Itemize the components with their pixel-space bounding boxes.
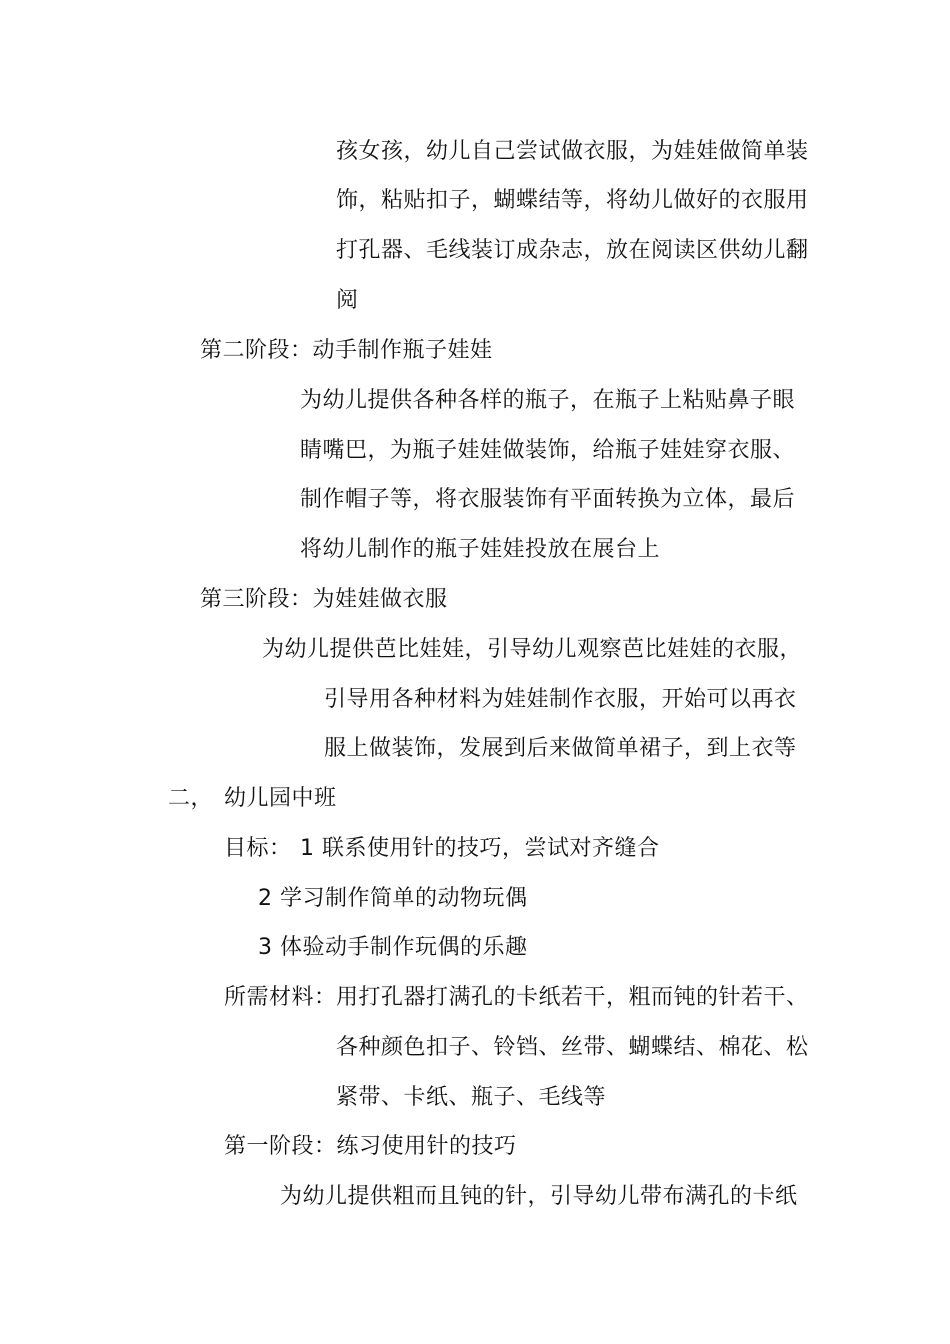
paragraph-line: 饰，粘贴扣子，蝴蝶结等，将幼儿做好的衣服用: [336, 188, 809, 213]
paragraph-line: 为幼儿提供粗而且钝的针，引导幼儿带布满孔的卡纸: [280, 1184, 798, 1209]
goal-item: 2 学习制作简单的动物玩偶: [258, 886, 528, 911]
paragraph-line: 打孔器、毛线装订成杂志，放在阅读区供幼儿翻: [336, 238, 809, 263]
paragraph-line: 制作帽子等，将衣服装饰有平面转换为立体，最后: [300, 487, 796, 512]
stage-heading: 第三阶段：为娃娃做衣服: [200, 587, 448, 612]
paragraph-line: 孩女孩，幼儿自己尝试做衣服，为娃娃做简单装: [336, 139, 809, 164]
materials-line: 用打孔器打满孔的卡纸若干，粗而钝的针若干、: [336, 985, 809, 1010]
section-number: 二，: [168, 786, 214, 811]
paragraph-line: 为幼儿提供芭比娃娃，引导幼儿观察芭比娃娃的衣服，: [262, 637, 803, 662]
materials-line: 紧带、卡纸、瓶子、毛线等: [336, 1085, 607, 1110]
materials-line: 各种颜色扣子、铃铛、丝带、蝴蝶结、棉花、松: [336, 1035, 809, 1060]
paragraph-line: 阅: [336, 288, 359, 313]
stage-heading: 第二阶段：动手制作瓶子娃娃: [200, 338, 493, 363]
paragraph-line: 服上做装饰，发展到后来做简单裙子，到上衣等: [324, 736, 797, 761]
goal-item: 3 体验动手制作玩偶的乐趣: [258, 935, 528, 960]
goal-item: 1 联系使用针的技巧，尝试对齐缝合: [300, 836, 660, 861]
paragraph-line: 将幼儿制作的瓶子娃娃投放在展台上: [300, 537, 661, 562]
materials-label: 所需材料：: [224, 985, 337, 1010]
section-title: 幼儿园中班: [224, 786, 337, 811]
paragraph-line: 为幼儿提供各种各样的瓶子，在瓶子上粘贴鼻子眼: [300, 388, 796, 413]
paragraph-line: 引导用各种材料为娃娃制作衣服，开始可以再衣: [324, 687, 797, 712]
goals-label: 目标：: [224, 836, 292, 861]
stage-heading: 第一阶段：练习使用针的技巧: [224, 1134, 517, 1159]
paragraph-line: 睛嘴巴，为瓶子娃娃做装饰，给瓶子娃娃穿衣服、: [300, 438, 796, 463]
